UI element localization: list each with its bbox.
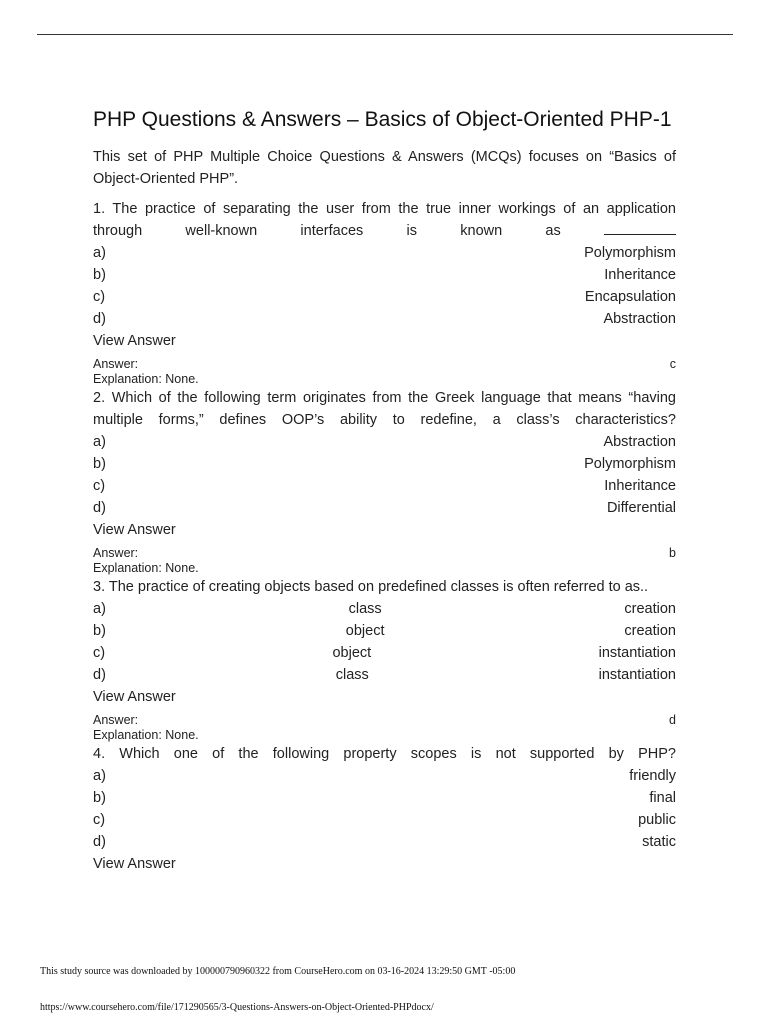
document-body — [93, 108, 676, 880]
question-4 — [93, 743, 676, 875]
answer-label: Answer: — [93, 713, 139, 727]
option-d: d) class instantiation — [93, 667, 676, 683]
option-d: d) static — [93, 834, 676, 850]
view-answer-link[interactable]: View Answer — [93, 856, 176, 872]
option-a: a) Abstraction — [93, 434, 676, 450]
question-3-line-1: 3. The practice of creating objects based on predefined classes is often referred to as.. — [93, 579, 649, 595]
view-answer-link[interactable]: View Answer — [93, 333, 176, 349]
option-c: c) public — [93, 812, 676, 828]
answer-row — [93, 357, 676, 372]
answer-label: Answer: — [93, 357, 139, 371]
option-c: c) Encapsulation — [93, 289, 676, 305]
option-d: d) Differential — [93, 500, 676, 516]
view-answer-link[interactable]: View Answer — [93, 522, 176, 538]
option-a: a) Polymorphism — [93, 245, 676, 261]
answer-value: b — [669, 546, 676, 560]
question-4-line-1: 4. Which one of the following property scopes is not supported by PHP? — [93, 746, 676, 762]
question-1-line-2 — [93, 220, 676, 242]
option-b: b) object creation — [93, 623, 676, 639]
answer-value: d — [669, 713, 676, 727]
option-b: b) final — [93, 790, 676, 806]
option-d: d) Abstraction — [93, 311, 676, 327]
question-3 — [93, 576, 676, 743]
answer-value: c — [669, 357, 676, 371]
question-1-line-2-text: through well-known interfaces is known as — [93, 223, 561, 239]
option-c: c) object instantiation — [93, 645, 676, 661]
source-url[interactable]: https://www.coursehero.com/file/171290565/3-Questions-Answers-on-Object-Oriented-PHPdocx/ — [40, 1002, 434, 1013]
option-a: a) class creation — [93, 601, 676, 617]
option-a: a) friendly — [93, 768, 676, 784]
option-b: b) Inheritance — [93, 267, 676, 283]
question-2-line-2: multiple forms,” defines OOP’s ability to redefine, a class’s characteristics? — [93, 412, 676, 428]
option-b: b) Polymorphism — [93, 456, 676, 472]
answer-row — [93, 546, 676, 561]
question-1 — [93, 198, 676, 387]
question-1-line-1: 1. The practice of separating the user from the true inner workings of an application — [93, 201, 676, 217]
explanation: Explanation: None. — [93, 561, 199, 575]
option-c: c) Inheritance — [93, 478, 676, 494]
answer-label: Answer: — [93, 546, 139, 560]
explanation: Explanation: None. — [93, 372, 199, 386]
question-2-line-1: 2. Which of the following term originates from the Greek language that means “having — [93, 390, 676, 406]
answer-row — [93, 713, 676, 728]
explanation: Explanation: None. — [93, 728, 199, 742]
download-notice: This study source was downloaded by 100000790960322 from CourseHero.com on 03-16-2024 13:29:50 GMT -05:00 — [40, 966, 516, 977]
answer-blank — [604, 222, 676, 235]
top-rule — [37, 34, 733, 35]
intro-paragraph: This set of PHP Multiple Choice Questions & Answers (MCQs) focuses on “Basics of Object-Oriented PHP”. — [93, 149, 676, 187]
page-title: PHP Questions & Answers – Basics of Object-Oriented PHP-1 — [93, 108, 672, 131]
question-2 — [93, 387, 676, 576]
view-answer-link[interactable]: View Answer — [93, 689, 176, 705]
